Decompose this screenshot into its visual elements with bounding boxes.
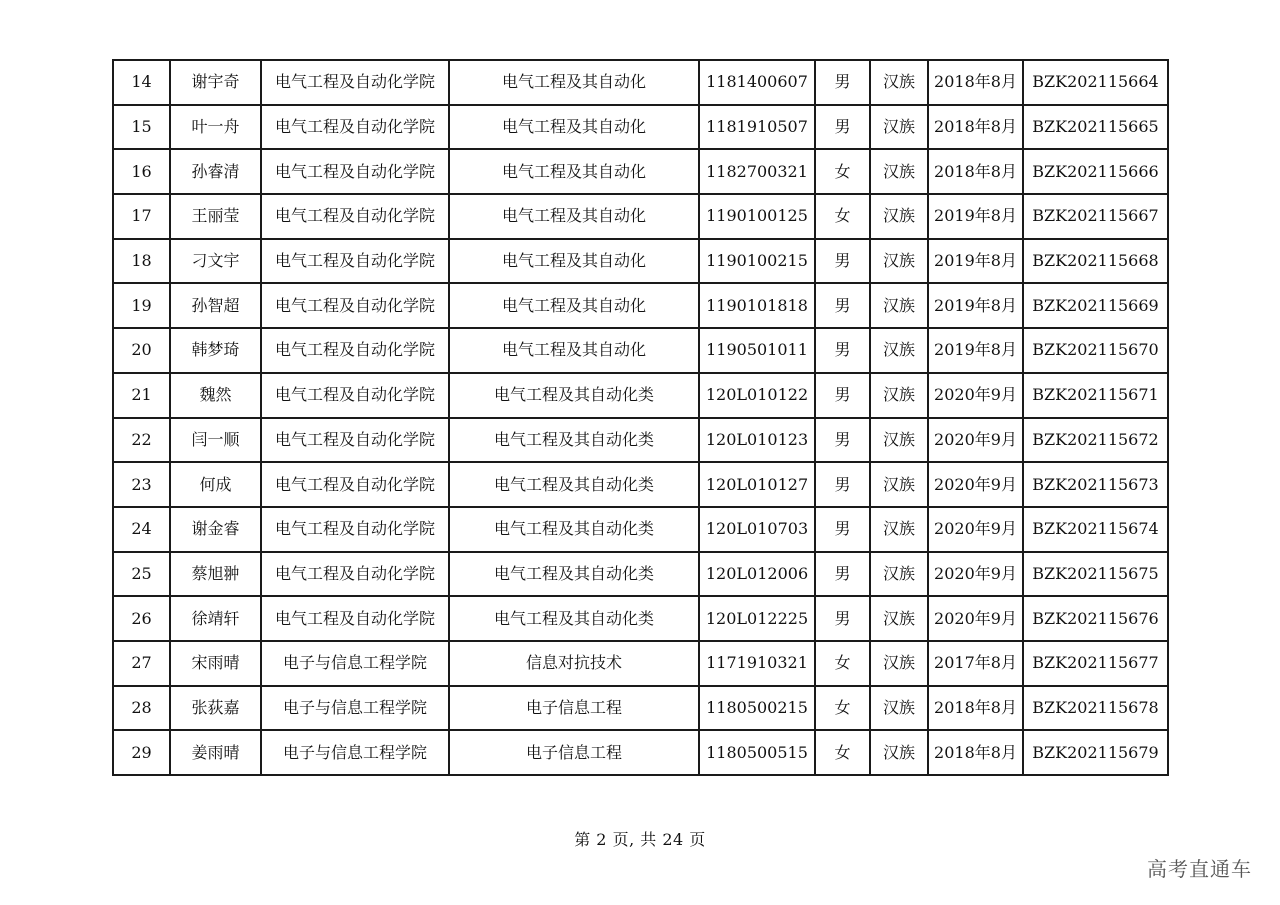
student-id-cell: 1181400607 [699, 60, 815, 105]
ethnicity-cell: 汉族 [870, 686, 928, 731]
enrollment-date-cell: 2018年8月 [928, 686, 1023, 731]
major-cell: 电气工程及其自动化类 [449, 596, 699, 641]
gender-cell: 男 [815, 328, 870, 373]
row-number-cell: 26 [113, 596, 170, 641]
table-row [113, 418, 1168, 463]
table-row [113, 328, 1168, 373]
gender-cell: 女 [815, 686, 870, 731]
student-name-cell: 蔡旭翀 [170, 552, 261, 597]
row-number-cell: 18 [113, 239, 170, 284]
certificate-number-cell: BZK202115678 [1023, 686, 1168, 731]
roster-body [113, 60, 1168, 775]
student-name-cell: 徐靖轩 [170, 596, 261, 641]
college-cell: 电气工程及自动化学院 [261, 596, 449, 641]
gender-cell: 男 [815, 239, 870, 284]
ethnicity-cell: 汉族 [870, 194, 928, 239]
gender-cell: 男 [815, 418, 870, 463]
certificate-number-cell: BZK202115669 [1023, 283, 1168, 328]
table-row [113, 462, 1168, 507]
student-name-cell: 何成 [170, 462, 261, 507]
enrollment-date-cell: 2019年8月 [928, 194, 1023, 239]
gender-cell: 女 [815, 730, 870, 775]
row-number-cell: 16 [113, 149, 170, 194]
college-cell: 电气工程及自动化学院 [261, 283, 449, 328]
row-number-cell: 17 [113, 194, 170, 239]
student-name-cell: 宋雨晴 [170, 641, 261, 686]
table-row [113, 105, 1168, 150]
major-cell: 电气工程及其自动化类 [449, 418, 699, 463]
college-cell: 电气工程及自动化学院 [261, 373, 449, 418]
row-number-cell: 24 [113, 507, 170, 552]
enrollment-date-cell: 2019年8月 [928, 283, 1023, 328]
table-row [113, 239, 1168, 284]
row-number-cell: 20 [113, 328, 170, 373]
certificate-number-cell: BZK202115666 [1023, 149, 1168, 194]
row-number-cell: 29 [113, 730, 170, 775]
enrollment-date-cell: 2018年8月 [928, 60, 1023, 105]
student-name-cell: 谢金睿 [170, 507, 261, 552]
row-number-cell: 25 [113, 552, 170, 597]
ethnicity-cell: 汉族 [870, 641, 928, 686]
ethnicity-cell: 汉族 [870, 283, 928, 328]
table-row [113, 194, 1168, 239]
ethnicity-cell: 汉族 [870, 149, 928, 194]
student-name-cell: 叶一舟 [170, 105, 261, 150]
enrollment-date-cell: 2018年8月 [928, 149, 1023, 194]
gender-cell: 女 [815, 194, 870, 239]
table-row [113, 507, 1168, 552]
row-number-cell: 27 [113, 641, 170, 686]
ethnicity-cell: 汉族 [870, 418, 928, 463]
student-id-cell: 1190501011 [699, 328, 815, 373]
page-number-footer: 第 2 页, 共 24 页 [574, 830, 706, 849]
watermark-logo-text: 高考直通车 [1147, 857, 1252, 881]
college-cell: 电气工程及自动化学院 [261, 507, 449, 552]
student-id-cell: 1180500215 [699, 686, 815, 731]
ethnicity-cell: 汉族 [870, 596, 928, 641]
gender-cell: 男 [815, 596, 870, 641]
major-cell: 电子信息工程 [449, 730, 699, 775]
student-name-cell: 王丽莹 [170, 194, 261, 239]
gender-cell: 男 [815, 462, 870, 507]
gender-cell: 男 [815, 552, 870, 597]
major-cell: 电气工程及其自动化类 [449, 462, 699, 507]
gender-cell: 女 [815, 641, 870, 686]
college-cell: 电气工程及自动化学院 [261, 60, 449, 105]
enrollment-date-cell: 2019年8月 [928, 328, 1023, 373]
student-id-cell: 1182700321 [699, 149, 815, 194]
certificate-number-cell: BZK202115676 [1023, 596, 1168, 641]
gender-cell: 男 [815, 283, 870, 328]
student-name-cell: 姜雨晴 [170, 730, 261, 775]
certificate-number-cell: BZK202115667 [1023, 194, 1168, 239]
table-row [113, 373, 1168, 418]
major-cell: 电气工程及其自动化 [449, 239, 699, 284]
gender-cell: 女 [815, 149, 870, 194]
college-cell: 电气工程及自动化学院 [261, 418, 449, 463]
table-row [113, 641, 1168, 686]
certificate-number-cell: BZK202115673 [1023, 462, 1168, 507]
student-id-cell: 120L010127 [699, 462, 815, 507]
college-cell: 电子与信息工程学院 [261, 641, 449, 686]
roster-table [112, 59, 1169, 776]
student-id-cell: 1190100125 [699, 194, 815, 239]
table-row [113, 283, 1168, 328]
student-id-cell: 1181910507 [699, 105, 815, 150]
ethnicity-cell: 汉族 [870, 105, 928, 150]
student-id-cell: 120L010123 [699, 418, 815, 463]
student-id-cell: 120L012225 [699, 596, 815, 641]
college-cell: 电子与信息工程学院 [261, 730, 449, 775]
major-cell: 信息对抗技术 [449, 641, 699, 686]
row-number-cell: 22 [113, 418, 170, 463]
enrollment-date-cell: 2020年9月 [928, 373, 1023, 418]
ethnicity-cell: 汉族 [870, 60, 928, 105]
major-cell: 电气工程及其自动化 [449, 60, 699, 105]
college-cell: 电气工程及自动化学院 [261, 194, 449, 239]
certificate-number-cell: BZK202115671 [1023, 373, 1168, 418]
ethnicity-cell: 汉族 [870, 507, 928, 552]
college-cell: 电气工程及自动化学院 [261, 552, 449, 597]
student-name-cell: 韩梦琦 [170, 328, 261, 373]
student-id-cell: 1171910321 [699, 641, 815, 686]
enrollment-date-cell: 2017年8月 [928, 641, 1023, 686]
table-row [113, 730, 1168, 775]
ethnicity-cell: 汉族 [870, 328, 928, 373]
student-name-cell: 刁文宇 [170, 239, 261, 284]
gender-cell: 男 [815, 507, 870, 552]
college-cell: 电气工程及自动化学院 [261, 239, 449, 284]
gender-cell: 男 [815, 60, 870, 105]
ethnicity-cell: 汉族 [870, 373, 928, 418]
ethnicity-cell: 汉族 [870, 462, 928, 507]
student-name-cell: 谢宇奇 [170, 60, 261, 105]
college-cell: 电气工程及自动化学院 [261, 105, 449, 150]
gender-cell: 男 [815, 373, 870, 418]
certificate-number-cell: BZK202115664 [1023, 60, 1168, 105]
student-name-cell: 张荻嘉 [170, 686, 261, 731]
enrollment-date-cell: 2020年9月 [928, 418, 1023, 463]
college-cell: 电子与信息工程学院 [261, 686, 449, 731]
college-cell: 电气工程及自动化学院 [261, 462, 449, 507]
college-cell: 电气工程及自动化学院 [261, 149, 449, 194]
major-cell: 电气工程及其自动化 [449, 105, 699, 150]
enrollment-date-cell: 2018年8月 [928, 730, 1023, 775]
row-number-cell: 21 [113, 373, 170, 418]
student-id-cell: 1180500515 [699, 730, 815, 775]
row-number-cell: 15 [113, 105, 170, 150]
row-number-cell: 14 [113, 60, 170, 105]
gender-cell: 男 [815, 105, 870, 150]
certificate-number-cell: BZK202115677 [1023, 641, 1168, 686]
ethnicity-cell: 汉族 [870, 239, 928, 284]
row-number-cell: 19 [113, 283, 170, 328]
student-id-cell: 120L010122 [699, 373, 815, 418]
student-name-cell: 闫一顺 [170, 418, 261, 463]
row-number-cell: 23 [113, 462, 170, 507]
student-id-cell: 1190100215 [699, 239, 815, 284]
ethnicity-cell: 汉族 [870, 730, 928, 775]
table-row [113, 596, 1168, 641]
major-cell: 电气工程及其自动化类 [449, 507, 699, 552]
enrollment-date-cell: 2020年9月 [928, 596, 1023, 641]
major-cell: 电气工程及其自动化 [449, 149, 699, 194]
major-cell: 电气工程及其自动化类 [449, 552, 699, 597]
major-cell: 电气工程及其自动化类 [449, 373, 699, 418]
certificate-number-cell: BZK202115665 [1023, 105, 1168, 150]
enrollment-date-cell: 2020年9月 [928, 507, 1023, 552]
major-cell: 电子信息工程 [449, 686, 699, 731]
table-row [113, 149, 1168, 194]
student-id-cell: 120L010703 [699, 507, 815, 552]
table-row [113, 552, 1168, 597]
enrollment-date-cell: 2020年9月 [928, 462, 1023, 507]
certificate-number-cell: BZK202115675 [1023, 552, 1168, 597]
student-name-cell: 孙睿清 [170, 149, 261, 194]
table-row [113, 686, 1168, 731]
student-name-cell: 孙智超 [170, 283, 261, 328]
row-number-cell: 28 [113, 686, 170, 731]
certificate-number-cell: BZK202115679 [1023, 730, 1168, 775]
student-id-cell: 1190101818 [699, 283, 815, 328]
enrollment-date-cell: 2018年8月 [928, 105, 1023, 150]
student-name-cell: 魏然 [170, 373, 261, 418]
certificate-number-cell: BZK202115672 [1023, 418, 1168, 463]
college-cell: 电气工程及自动化学院 [261, 328, 449, 373]
major-cell: 电气工程及其自动化 [449, 283, 699, 328]
certificate-number-cell: BZK202115668 [1023, 239, 1168, 284]
major-cell: 电气工程及其自动化 [449, 328, 699, 373]
table-row [113, 60, 1168, 105]
enrollment-date-cell: 2019年8月 [928, 239, 1023, 284]
certificate-number-cell: BZK202115670 [1023, 328, 1168, 373]
major-cell: 电气工程及其自动化 [449, 194, 699, 239]
enrollment-date-cell: 2020年9月 [928, 552, 1023, 597]
student-id-cell: 120L012006 [699, 552, 815, 597]
certificate-number-cell: BZK202115674 [1023, 507, 1168, 552]
ethnicity-cell: 汉族 [870, 552, 928, 597]
